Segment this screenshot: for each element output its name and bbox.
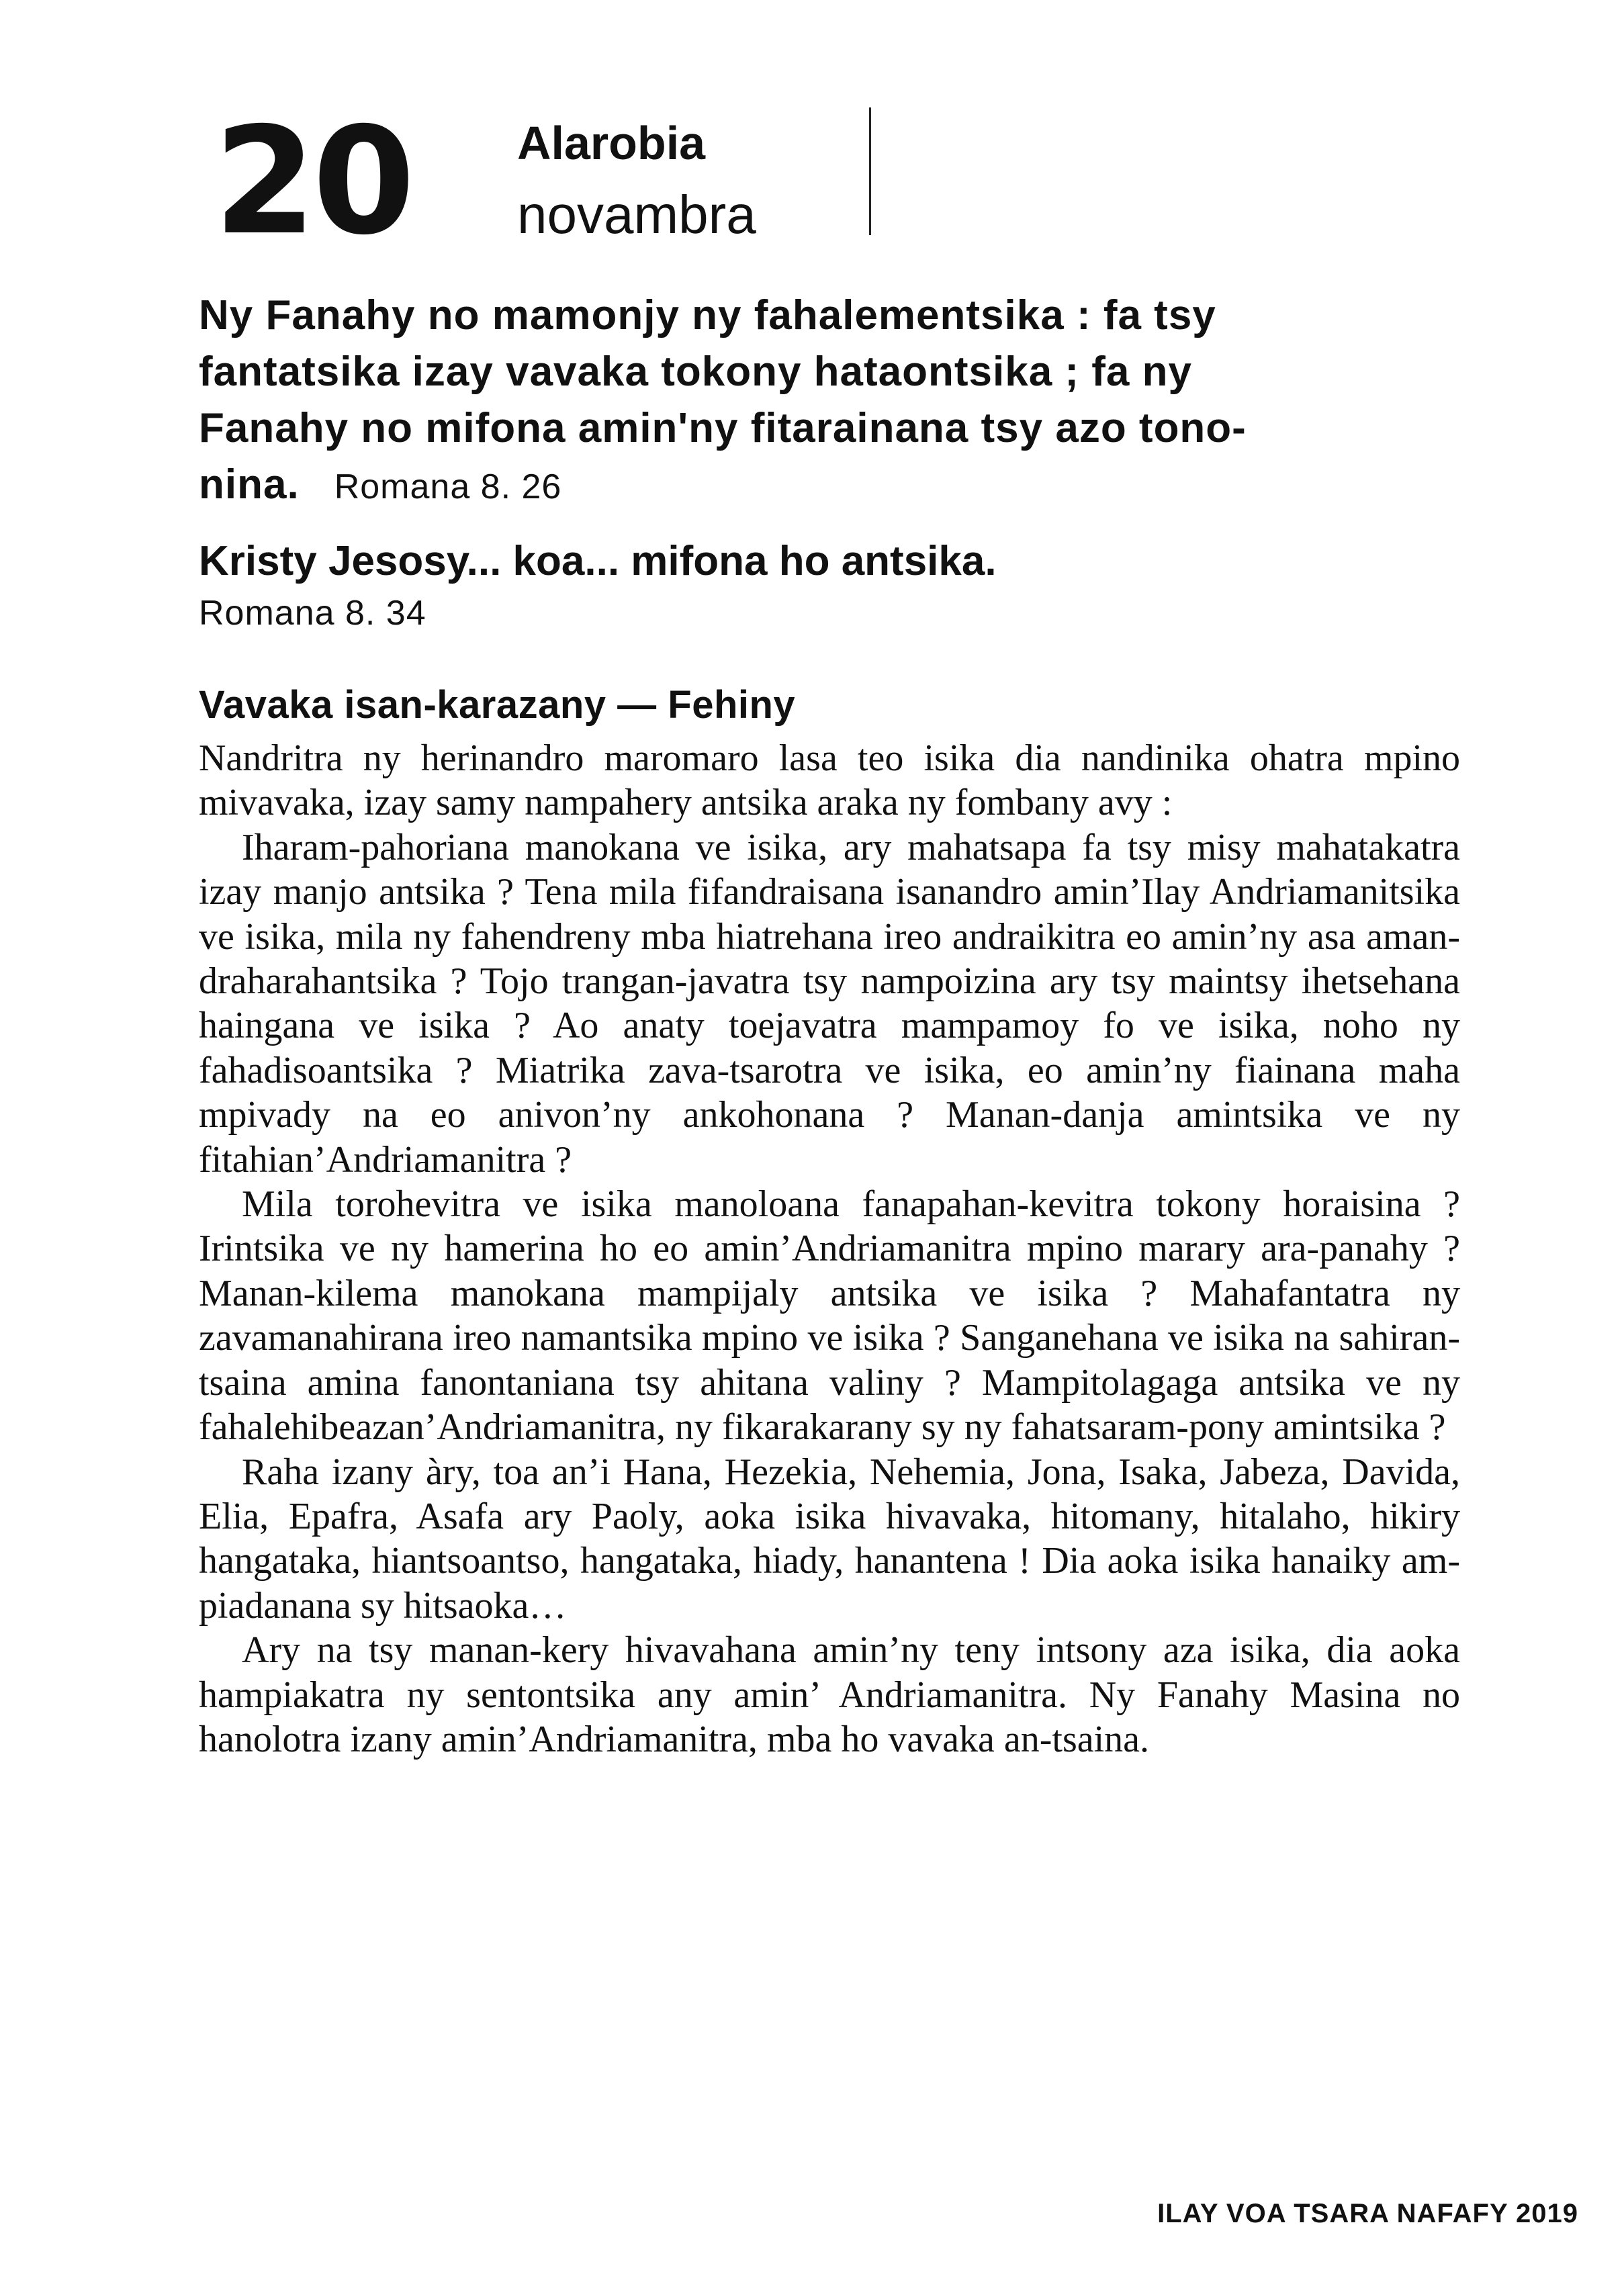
- verse-line-text: nina.: [199, 461, 300, 508]
- verse-second-reference: Romana 8. 34: [199, 594, 426, 633]
- month: novambra: [517, 185, 756, 244]
- section-title: Vavaka isan-karazany — Fehiny: [199, 683, 796, 727]
- header-divider: [869, 107, 871, 235]
- paragraph: Mila torohevitra ve isika manoloana fanapahan-kevitra tokony horaisina ? Irintsika ve ny hamerina ho eo amin’Andriamanitra mpino marary ara-panahy ? Manan-kilema manokana mampijaly antsika ve isika ? Mahafantatra ny zavamanahirana ireo namantsika mpino ve isika ? Sanganehana ve isika na sahiran-tsaina amina fanontaniana tsy ahitana valiny ? Mampitolagaga antsika ve ny fahalehibeazan’Andriamanitra, ny fikarakarany sy ny fahatsaram-pony amintsika ?: [199, 1183, 1460, 1449]
- date-header: [214, 95, 919, 269]
- footer-title: ILAY VOA TSARA NAFAFY 2019: [1157, 2199, 1578, 2228]
- verse-line: fantatsika izay vavaka tokony hataontsika ; fa ny: [199, 349, 1192, 395]
- day-number: 20: [214, 95, 412, 267]
- verse-reference: Romana 8. 26: [334, 467, 562, 506]
- verse-line-last: [199, 457, 1461, 515]
- paragraph: Iharam-pahoriana manokana ve isika, ary mahatsapa fa tsy misy mahatakatra izay manjo antsika ? Tena mila fifandraisana isanandro amin’Ilay Andriamanitsika ve isika, mila ny fahendreny mba hiatrehana ireo andraikitra eo amin’ny asa aman-draharahantsika ? Tojo trangan-javatra tsy nampoizina ary tsy maintsy ihetsehana haingana ve isika ? Ao anaty toejavatra mampamoy fo ve isika, noho ny fahadisoantsika ? Miatrika zava-tsarotra ve isika, eo amin’ny fiainana maha mpivady na eo anivon’ny ankohonana ? Manan-danja amintsika ve ny fitahian’Andriamanitra ?: [199, 826, 1460, 1181]
- paragraph: Nandritra ny herinandro maromaro lasa teo isika dia nandinika ohatra mpino mivavaka, izay samy nampahery antsika araka ny fombany avy :: [199, 737, 1460, 824]
- body-text: [199, 736, 1460, 1762]
- weekday: Alarobia: [517, 117, 706, 169]
- verse-second: Kristy Jesosy... koa... mifona ho antsika.: [199, 538, 997, 584]
- verse-line: Fanahy no mifona amin'ny fitarainana tsy azo tono-: [199, 405, 1247, 451]
- paragraph: Raha izany àry, toa an’i Hana, Hezekia, Nehemia, Jona, Isaka, Jabeza, Davida, Elia, Epafra, Asafa ary Paoly, aoka isika hivavaka, hitomany, hitalaho, hikiry hangataka, hiantsoantso, hangataka, hiady, hanantena ! Dia aoka isika hanaiky am-piadanana sy hitsaoka…: [199, 1451, 1460, 1627]
- verse-first: [199, 287, 1461, 515]
- paragraph: Ary na tsy manan-kery hivavahana amin’ny teny intsony aza isika, dia aoka hampiakatra ny sentontsika any amin’ Andriamanitra. Ny Fanahy Masina no hanolotra izany amin’Andriamanitra, mba ho vavaka an-tsaina.: [199, 1629, 1460, 1760]
- verse-line: Ny Fanahy no mamonjy ny fahalementsika : fa tsy: [199, 292, 1216, 338]
